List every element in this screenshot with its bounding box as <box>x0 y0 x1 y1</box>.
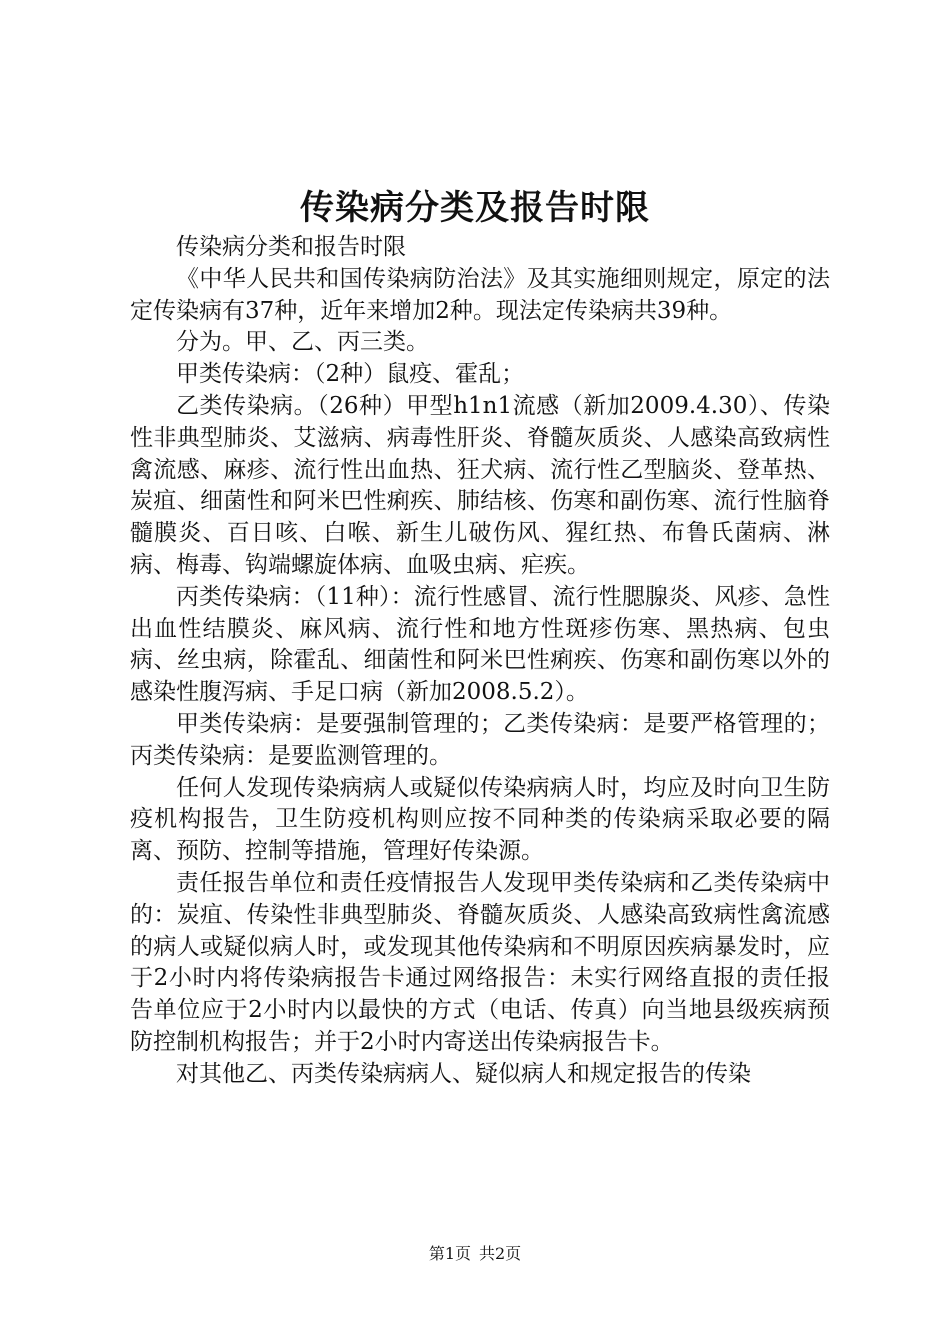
page-number: 第1页 <box>428 1244 471 1263</box>
page-total: 共2页 <box>479 1244 522 1263</box>
paragraph: 甲类传染病：是要强制管理的；乙类传染病：是要严格管理的；丙类传染病：是要监测管理的。 <box>130 710 830 769</box>
paragraph: 丙类传染病：（11种）：流行性感冒、流行性腮腺炎、风疹、急性出血性结膜炎、麻风病、流行性和地方性斑疹伤寒、黑热病、包虫病、丝虫病，除霍乱、细菌性和阿米巴性痢疾、伤寒和副伤寒以外的感染性腹泻病、手足口病（新加2008.5.2）。 <box>130 583 830 706</box>
document-body <box>130 232 830 1091</box>
page-footer <box>0 1242 950 1266</box>
document-title: 传染病分类及报告时限 <box>300 188 650 228</box>
paragraph: 任何人发现传染病病人或疑似传染病病人时，均应及时向卫生防疫机构报告，卫生防疫机构则应按不同种类的传染病采取必要的隔离、预防、控制等措施，管理好传染源。 <box>130 774 830 865</box>
paragraph: 对其他乙、丙类传染病病人、疑似病人和规定报告的传染 <box>176 1060 751 1087</box>
paragraph: 传染病分类和报告时限 <box>176 234 406 260</box>
paragraph: 《中华人民共和国传染病防治法》及其实施细则规定，原定的法定传染病有37种，近年来增加2种。现法定传染病共39种。 <box>130 265 830 324</box>
paragraph: 甲类传染病：（2种）鼠疫、霍乱； <box>176 361 525 388</box>
paragraph: 责任报告单位和责任疫情报告人发现甲类传染病和乙类传染病中的：炭疽、传染性非典型肺炎、脊髓灰质炎、人感染高致病性禽流感的病人或疑似病人时，或发现其他传染病和不明原因疾病暴发时，应于2小时内将传染病报告卡通过网络报告：未实行网络直报的责任报告单位应于2小时内以最快的方式（电话、传真）向当地县级疾病预防控制机构报告；并于2小时内寄送出传染病报告卡。 <box>130 869 830 1055</box>
paragraph: 分为。甲、乙、丙三类。 <box>176 329 429 356</box>
paragraph: 乙类传染病。（26种）甲型h1n1流感（新加2009.4.30）、传染性非典型肺炎、艾滋病、病毒性肝炎、脊髓灰质炎、人感染高致病性禽流感、麻疹、流行性出血热、狂犬病、流行性乙型脑炎、登革热、炭疽、细菌性和阿米巴性痢疾、肺结核、伤寒和副伤寒、流行性脑脊髓膜炎、百日咳、白喉、新生儿破伤风、猩红热、布鲁氏菌病、淋病、梅毒、钩端螺旋体病、血吸虫病、疟疾。 <box>130 392 830 578</box>
